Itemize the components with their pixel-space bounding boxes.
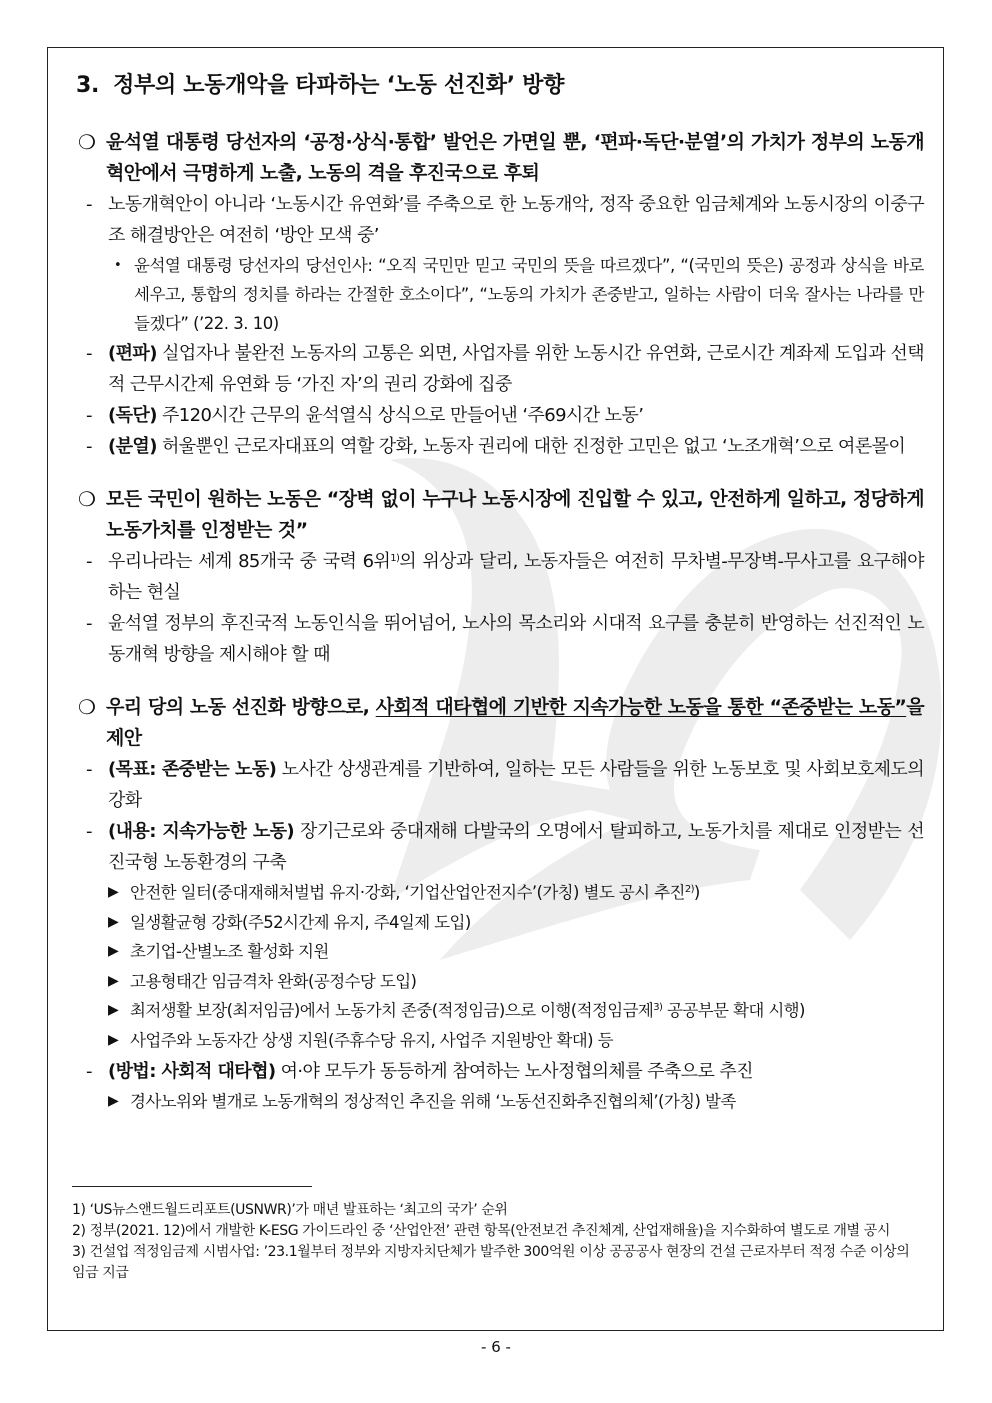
dash-icon: - [86,343,92,364]
item-text: 초기업-산별노조 활성화 지원 [130,942,329,962]
circle-bullet-heading [72,692,924,754]
triangle-item [72,937,924,967]
triangle-bullet-icon: ▶ [108,1002,119,1019]
footnote-2: 2) 정부(2021. 12)에서 개발한 K-ESG 가이드라인 중 ‘산업안전’ 관련 항목(안전보건 추진체계, 산업재해율)을 지수화하여 별도로 개별 공시 [72,1223,890,1239]
triangle-item [72,996,924,1026]
item-text: 윤석열 대통령 당선자의 당선인사: “오직 국민만 믿고 국민의 뜻을 따르겠다”, “(국민의 뜻은) 공정과 상식을 바로 세우고, 통합의 정치를 하라는 간절한 호소이다”, “노동의 가치가 존중받고, 일하는 사람이 더욱 잘사는 나라를 만들겠다” (’22. 3. 10) [134,256,924,333]
dash-icon: - [86,613,92,634]
item-label: (독단) [108,405,157,426]
item-label: (내용: 지속가능한 노동) [108,821,295,842]
dash-icon: - [86,551,92,572]
heading-text: 윤석열 대통령 당선자의 ‘공정·상식·통합’ 발언은 가면일 뿐, ‘편파·독단·분열’의 가치가 정부의 노동개혁안에서 극명하게 노출, 노동의 격을 후진국으로 후퇴 [106,131,924,184]
heading-text: 우리 당의 노동 선진화 방향으로, [106,696,376,718]
dash-icon: - [86,194,92,215]
item-label: (방법: 사회적 대타협) [108,1060,276,1082]
footnote-ref: 2) [684,884,694,895]
section-block-1 [72,127,924,462]
item-text: 우리나라는 세계 85개국 중 국력 6위 [108,551,391,572]
heading-text: 모든 국민이 원하는 노동은 “장벽 없이 누구나 노동시장에 진입할 수 있고, 안전하게 일하고, 정당하게 노동가치를 인정받는 것” [106,488,924,541]
triangle-item [72,908,924,938]
dash-item [72,608,924,670]
dash-icon: - [86,1060,92,1082]
dot-item [72,251,924,338]
dash-item [72,546,924,608]
footnote-ref: 1) [390,553,400,564]
item-text: 장기근로와 중대재해 다발국의 오명에서 탈피하고, 노동가치를 제대로 인정받는 선진국형 노동환경의 구축 [108,821,924,873]
triangle-item [72,878,924,908]
footnote-divider [72,1186,312,1187]
dash-item [72,400,924,431]
dash-icon: - [86,821,92,842]
item-text: 사업주와 노동자간 상생 지원(주휴수당 유지, 사업주 지원방안 확대) 등 [130,1030,613,1050]
dash-icon: - [86,759,92,780]
section-block-3 [72,692,924,1116]
item-text: 실업자나 불완전 노동자의 고통은 외면, 사업자를 위한 노동시간 유연화, 근로시간 계좌제 도입과 선택적 근무시간제 유연화 등 ‘가진 자’의 권리 강화에 집중 [108,343,924,395]
item-text: 노사간 상생관계를 기반하여, 일하는 모든 사람들을 위한 노동보호 및 사회보호제도의 강화 [108,759,924,811]
footnote-ref: 3) [653,1002,663,1014]
triangle-item [72,967,924,997]
item-text: 허울뿐인 근로자대표의 역할 강화, 노동자 권리에 대한 진정한 고민은 없고 ‘노조개혁’으로 여론몰이 [156,436,906,457]
triangle-item [72,1087,924,1117]
item-text-cont: 의 위상과 달리, 노동자들은 여전히 무차별-무장벽-무사고를 요구해야 하는 현실 [108,551,924,603]
circle-bullet-icon: ❍ [78,487,96,511]
triangle-bullet-icon: ▶ [108,943,119,960]
triangle-bullet-icon: ▶ [108,1092,119,1109]
dash-item [72,189,924,251]
dash-item-content [72,816,924,878]
item-label: (편파) [108,343,157,364]
item-text: 고용형태간 임금격차 완화(공정수당 도입) [130,971,417,991]
dash-icon: - [86,436,92,457]
dash-item [72,431,924,462]
dash-icon: - [86,405,92,426]
item-text: 일생활균형 강화(주52시간제 유지, 주4일제 도입) [130,912,471,932]
item-text: 안전한 일터(중대재해처벌법 유지·강화, ‘기업산업안전지수’(가칭) 별도 공시 추진 [130,883,685,902]
item-text-tail: 공공부문 확대 시행) [662,1001,805,1021]
triangle-bullet-icon: ▶ [108,972,119,989]
item-text: 주120시간 근무의 윤석열식 상식으로 만들어낸 ‘주69시간 노동’ [156,405,644,426]
section-number: 3. [76,73,100,98]
item-text: 경사노위와 별개로 노동개혁의 정상적인 추진을 위해 ‘노동선진화추진협의체’(가칭) 발족 [130,1091,736,1111]
item-text: 여·야 모두가 동등하게 참여하는 노사정협의체를 주축으로 추진 [275,1060,753,1082]
heading-underlined-text: 사회적 대타협에 기반한 지속가능한 노동을 통한 “존중받는 노동” [375,696,907,718]
circle-bullet-heading [72,127,924,189]
dot-icon: • [114,258,122,273]
page-number: - 6 - [481,1338,511,1356]
circle-bullet-icon: ❍ [78,130,96,154]
footnotes [72,1200,924,1284]
circle-bullet-heading [72,484,924,546]
document-body [72,60,924,1132]
item-text: 최저생활 보장(최저임금)에서 노동가치 존중(적정임금)으로 이행(적정임금제 [130,1001,654,1021]
section-title-text: 정부의 노동개악을 타파하는 ‘노동 선진화’ 방향 [113,73,565,98]
section-block-2 [72,484,924,670]
item-text: 노동개혁안이 아니라 ‘노동시간 유연화’를 주축으로 한 노동개악, 정작 중요한 임금체계와 노동시장의 이중구조 해결방안은 여전히 ‘방안 모색 중’ [108,194,924,246]
footnote-3: 3) 건설업 적정임금제 시범사업: ’23.1월부터 정부와 지방자치단체가 발주한 300억원 이상 공공공사 현장의 건설 근로자부터 적정 수준 이상의 임금 지급 [72,1244,910,1281]
triangle-bullet-icon: ▶ [108,1031,119,1048]
triangle-item [72,1026,924,1056]
dash-item-method [72,1056,924,1087]
dash-item [72,338,924,400]
item-text-tail: ) [693,883,700,902]
footnote-1: 1) ‘US뉴스앤드월드리포트(USNWR)’가 매년 발표하는 ‘최고의 국가’ 순위 [72,1202,508,1218]
item-label: (목표: 존중받는 노동) [108,759,277,780]
circle-bullet-icon: ❍ [78,695,96,719]
triangle-bullet-icon: ▶ [108,884,119,900]
heading-text-tail: 을 제안 [106,696,924,749]
item-label: (분열) [108,436,157,457]
dash-item-goal [72,754,924,816]
section-title [76,68,924,99]
triangle-bullet-icon: ▶ [108,913,119,930]
item-text: 윤석열 정부의 후진국적 노동인식을 뛰어넘어, 노사의 목소리와 시대적 요구를 충분히 반영하는 선진적인 노동개혁 방향을 제시해야 할 때 [108,613,924,665]
